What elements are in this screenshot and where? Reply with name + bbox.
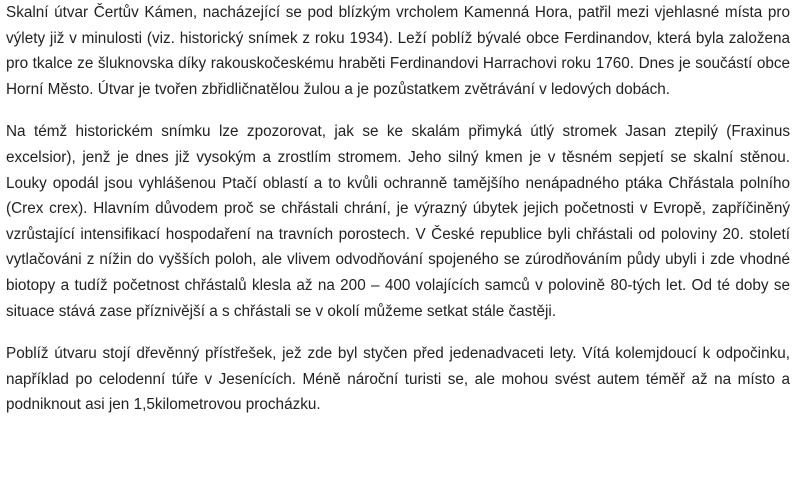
paragraph-3: Poblíž útvaru stojí dřevěnný přístřešek, jež zde byl styčen před jedenadvaceti lety. Vítá kolemjdoucí k odpočinku, například po celodenní túře v Jesenících. Méně nároční turisti se, ale mohou svést autem téměř až na místo a podniknout asi jen 1,5kilometrovou procházku. [6, 345, 790, 414]
paragraph-1: Skalní útvar Čertův Kámen, nacházející se pod blízkým vrcholem Kamenná Hora, patřil mezi vjehlasné místa pro výlety již v minulosti (viz. historický snímek z roku 1934). Leží poblíž bývalé obce Ferdinandov, která byla založena pro tkalce ze šluknovska díky rakouskočeskému hraběti Ferdinandovi Harrachovi roku 1760. Dnes je součástí obce Horní Město. Útvar je tvořen zbřidličnatělou žulou a je pozůstatkem zvětrávání v ledových dobách. [6, 4, 790, 98]
paragraph-2: Na témž historickém snímku lze zpozorovat, jak se ke skalám přimyká útlý stromek Jasan ztepilý (Fraxinus excelsior), jenž je dnes již vysokým a zrostlím stromem. Jeho silný kmen je v těsném sepjetí se skalní stěnou. Louky opodál jsou vyhlášenou Ptačí oblastí a to kvůli ochranně tamějšího nenápadného ptáka Chřástala polního (Crex crex). Hlavním důvodem proč se chřástali chrání, je výrazný úbytek jejich početnosti v Evropě, zapříčiněný vzrůstající intensifikací hospodaření na travních porostech. V České republice byli chřástali od poloviny 20. století vytlačováni z nížin do vyšších poloh, ale vlivem odvodňování spojeného se zúrodňováním půdy ubyli i zde vhodné biotopy a tudíž početnost chřástalů klesla až na 200 – 400 volajících samců v polovině 80-tých let. Od té doby se situace stává zase příznivější a s chřástali se v okolí můžeme setkat stále častěji. [6, 123, 790, 320]
document-body[interactable] [6, 0, 790, 418]
